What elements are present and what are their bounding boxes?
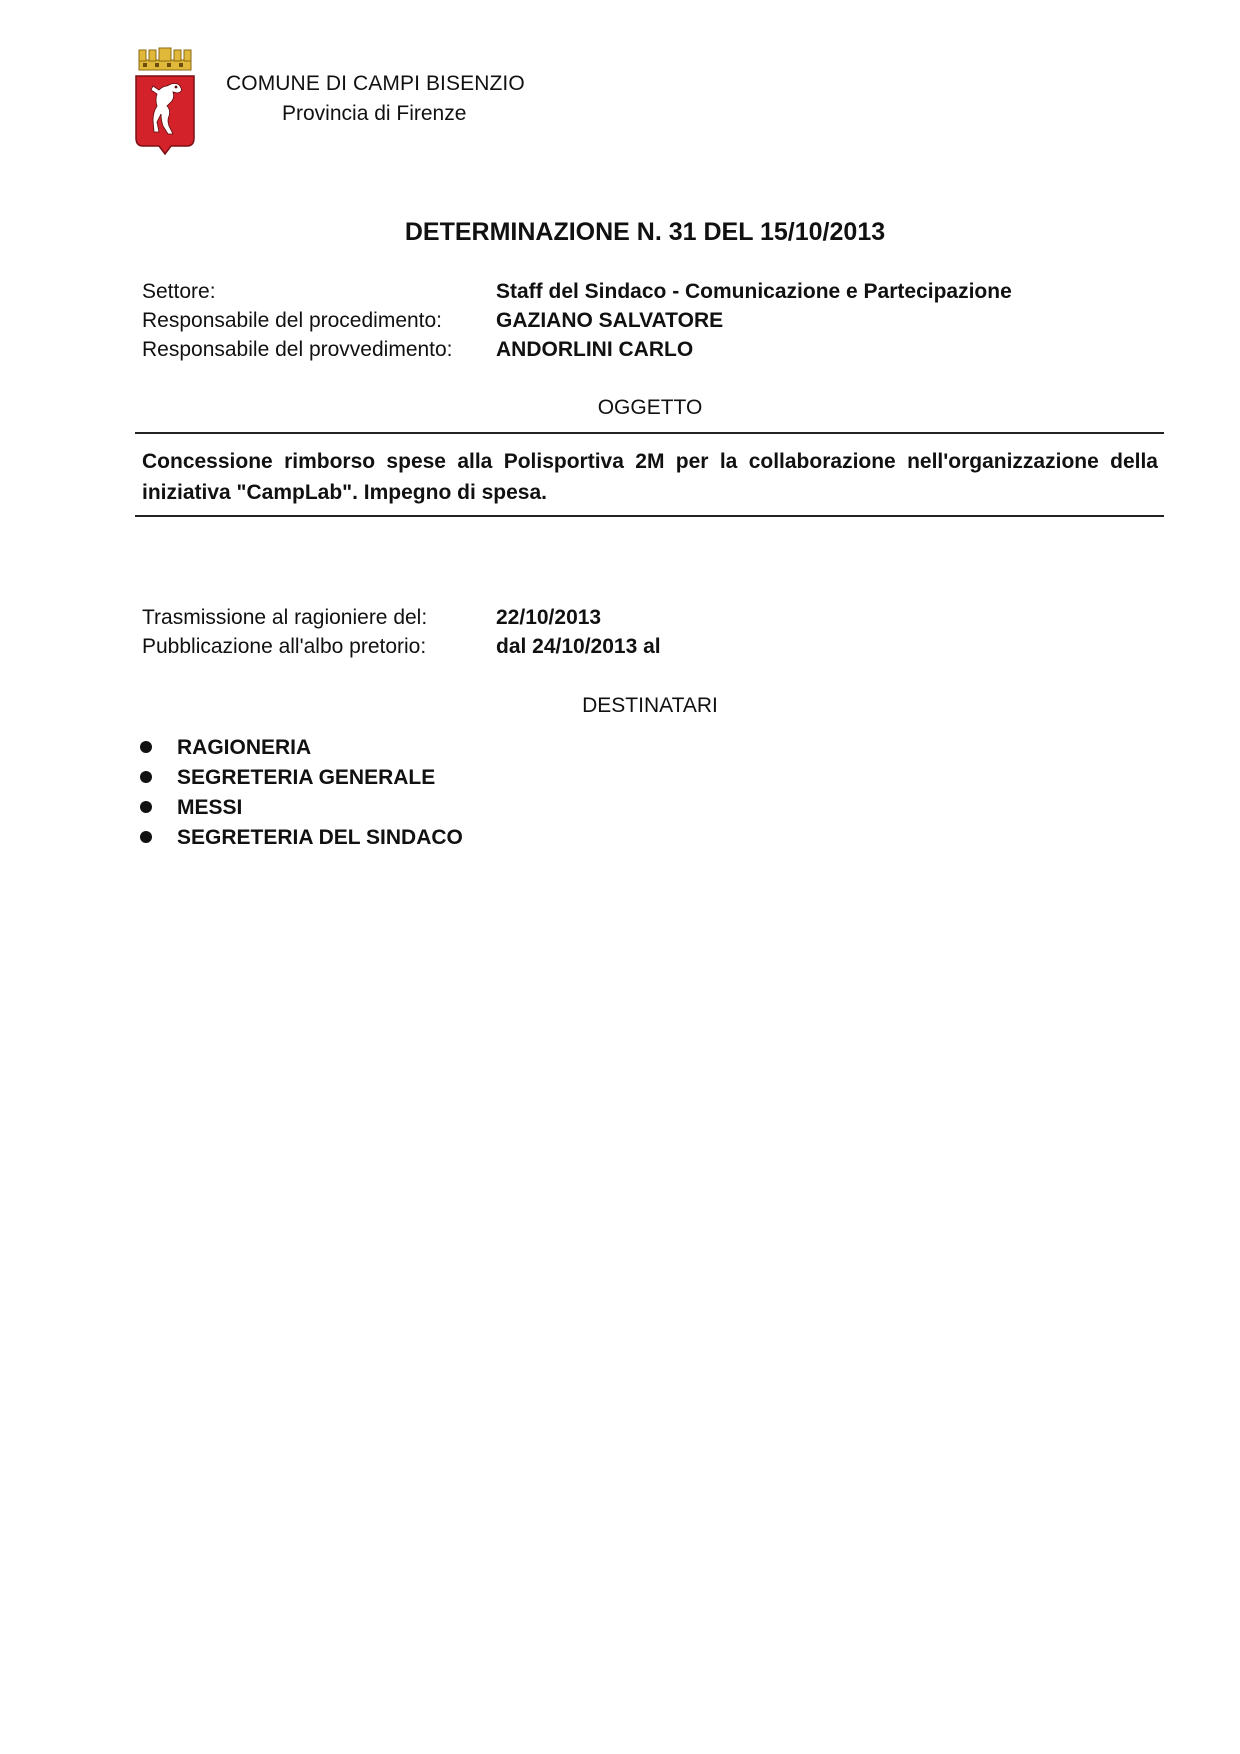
organization-name: COMUNE DI CAMPI BISENZIO — [226, 72, 525, 95]
bullet-icon — [140, 831, 152, 843]
transmission-label: Pubblicazione all'albo pretorio: — [142, 635, 427, 658]
document-title: DETERMINAZIONE N. 31 DEL 15/10/2013 — [404, 218, 886, 246]
bullet-icon — [140, 741, 152, 753]
transmission-row-ragioniere — [142, 606, 1142, 634]
detail-row-responsabile-procedimento — [142, 309, 1142, 337]
detail-value: ANDORLINI CARLO — [496, 338, 694, 361]
recipient-label: RAGIONERIA — [177, 736, 312, 759]
transmission-value: 22/10/2013 — [496, 606, 602, 629]
subject-top-divider — [135, 432, 1164, 434]
transmission-row-albo-pretorio — [142, 635, 1142, 663]
recipients-heading: DESTINATARI — [582, 694, 718, 717]
detail-label: Responsabile del procedimento: — [142, 309, 443, 332]
detail-label: Responsabile del provvedimento: — [142, 338, 453, 361]
coat-of-arms-icon — [133, 46, 197, 158]
recipient-label: SEGRETERIA DEL SINDACO — [177, 826, 463, 849]
recipient-label: SEGRETERIA GENERALE — [177, 766, 436, 789]
subject-heading: OGGETTO — [597, 396, 703, 419]
bullet-icon — [140, 801, 152, 813]
bullet-icon — [140, 771, 152, 783]
crown-icon — [139, 48, 191, 70]
detail-label: Settore: — [142, 280, 216, 303]
transmission-label: Trasmissione al ragioniere del: — [142, 606, 428, 629]
detail-value: GAZIANO SALVATORE — [496, 309, 724, 332]
detail-row-responsabile-provvedimento — [142, 338, 1142, 366]
detail-row-settore — [142, 280, 1142, 308]
organization-province: Provincia di Firenze — [282, 102, 467, 125]
subject-bottom-divider — [135, 515, 1164, 517]
detail-value: Staff del Sindaco - Comunicazione e Partecipazione — [496, 280, 1012, 303]
subject-text: Concessione rimborso spese alla Polisportiva 2M per la collaborazione nell'organizzazione della iniziativa "CampLab". Impegno di spesa. — [142, 450, 1158, 504]
transmission-value: dal 24/10/2013 al — [496, 635, 661, 658]
recipient-label: MESSI — [177, 796, 243, 819]
